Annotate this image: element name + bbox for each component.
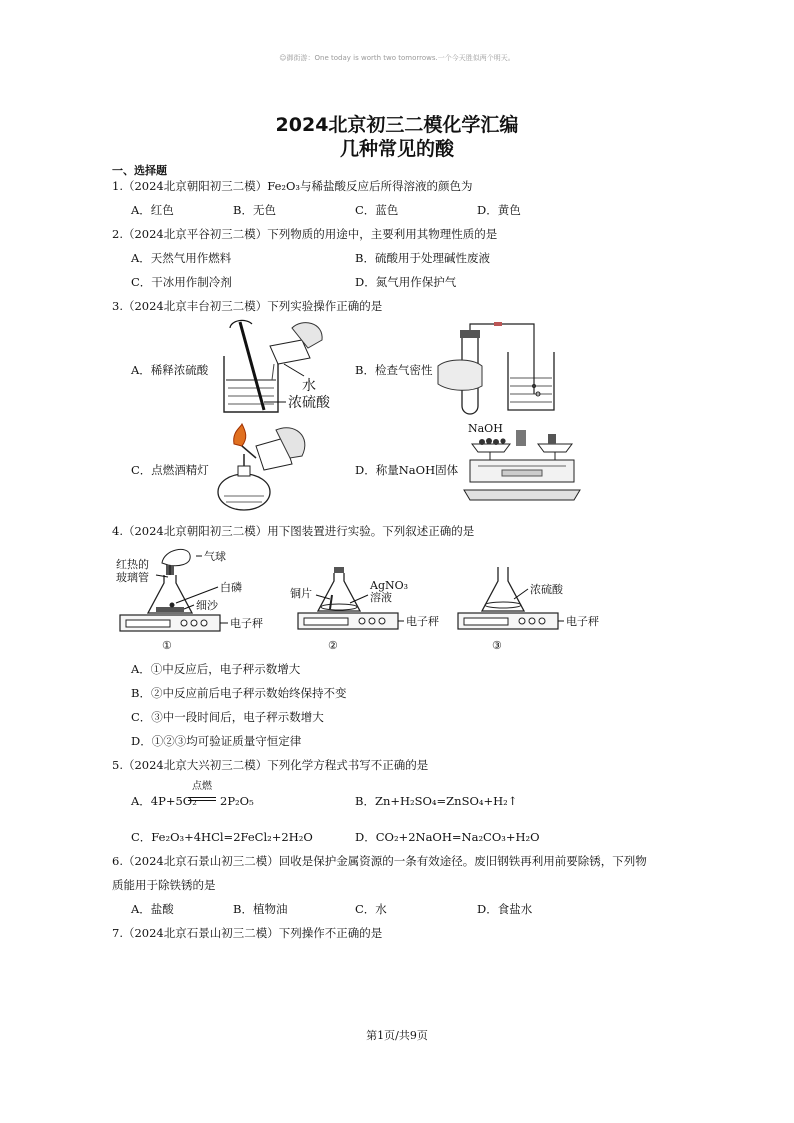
q7-stem: 7.（2024北京石景山初三二模）下列操作不正确的是: [112, 926, 383, 940]
scale-label: 电子秤: [230, 617, 263, 630]
left-pan: [472, 444, 510, 452]
rider-scale: [502, 470, 542, 476]
q2-option-c: C．干冰用作制冷剂: [131, 275, 232, 289]
page-title: 2024北京初三二模化学汇编: [275, 114, 519, 136]
scale-buttons: [181, 620, 207, 626]
copper-label: 铜片: [290, 587, 312, 600]
q6-stem-continued: 质能用于除铁锈的是: [112, 878, 216, 892]
phosphorus: [170, 603, 175, 608]
q4-option-d: D．①②③均可验证质量守恒定律: [131, 734, 302, 748]
q6-option-a: A．盐酸: [131, 902, 174, 916]
q6-option-b: B．植物油: [233, 902, 288, 916]
sand-label: 细沙: [196, 599, 218, 612]
flask: [482, 567, 524, 611]
pointer-post: [516, 430, 526, 446]
water-leader: [284, 364, 304, 376]
water-beaker: [508, 352, 554, 410]
q4-stem: 4.（2024北京朝阳初三二模）用下图装置进行实验。下列叙述正确的是: [112, 524, 475, 538]
q3-option-b: B．检查气密性: [355, 363, 433, 377]
scale-display: [304, 618, 348, 625]
right-pan: [538, 444, 572, 452]
q2-option-a: A．天然气用作燃料: [131, 251, 232, 265]
q2-option-b: B．硫酸用于处理碱性废液: [355, 251, 490, 265]
q2-stem: 2.（2024北京平谷初三二模）下列物质的用途中，主要利用其物理性质的是: [112, 227, 498, 241]
scale-display: [464, 618, 508, 625]
q5-product: 2P₂O₅: [220, 794, 254, 808]
q5-equation-bar: [188, 800, 216, 801]
q5-option-c: C．Fe₂O₃+4HCl=2FeCl₂+2H₂O: [131, 830, 313, 844]
q1-option-a: A．红色: [131, 203, 174, 217]
acid-leader: [514, 589, 528, 599]
experiment-1-number: ①: [162, 639, 172, 652]
q5-option-a: A．4P+5O₂: [131, 794, 197, 808]
q5-equation-bar: [188, 797, 216, 798]
alcohol-lamp-figure: [212, 424, 312, 516]
flame-icon: [234, 424, 246, 446]
water-label: 水: [302, 378, 316, 394]
water-lines: [510, 378, 552, 402]
q6-stem: 6.（2024北京石景山初三二模）回收是保护金属资源的一条有效途径。废旧钢铁再利用前要除锈，下列物: [112, 854, 647, 868]
pouring-stream: [272, 364, 274, 380]
q1-option-d: D．黄色: [477, 203, 521, 217]
balloon-label: 气球: [204, 550, 226, 563]
naoh-label: NaOH: [468, 422, 503, 435]
tube-joint: [494, 322, 502, 326]
scale-buttons: [359, 618, 385, 624]
stopper: [334, 567, 344, 573]
q3-option-d: D．称量NaOH固体: [355, 463, 459, 477]
experiment-2-number: ②: [328, 639, 338, 652]
wick-holder: [238, 466, 250, 476]
phosphorus-label: 白磷: [220, 581, 242, 594]
q1-option-c: C．蓝色: [355, 203, 399, 217]
scale-label: 电子秤: [566, 615, 599, 628]
q6-option-c: C．水: [355, 902, 387, 916]
glass-rod: [240, 322, 264, 410]
agno3-solution-label: 溶液: [370, 591, 392, 604]
hand: [438, 360, 482, 390]
conc-acid-label: 浓硫酸: [530, 583, 563, 596]
conc-acid-label: 浓硫酸: [288, 395, 330, 411]
q5-option-d: D．CO₂+2NaOH=Na₂CO₃+H₂O: [355, 830, 540, 844]
q4-option-a: A．①中反应后，电子秤示数增大: [131, 662, 301, 676]
q6-option-d: D．食盐水: [477, 902, 533, 916]
q1-option-b: B．无色: [233, 203, 276, 217]
q5-stem: 5.（2024北京大兴初三二模）下列化学方程式书写不正确的是: [112, 758, 429, 772]
section-heading: 一、选择题: [112, 164, 167, 177]
q3-stem: 3.（2024北京丰台初三二模）下列实验操作正确的是: [112, 299, 383, 313]
q3-option-a: A．稀释浓硫酸: [131, 363, 209, 377]
q2-option-d: D．氮气用作保护气: [355, 275, 457, 289]
dilute-acid-figure: [212, 318, 342, 418]
q4-option-c: C．③中一段时间后，电子秤示数增大: [131, 710, 324, 724]
scale-buttons: [519, 618, 545, 624]
balance-base: [464, 490, 580, 500]
experiment-2-figure: [288, 563, 468, 653]
sand-layer: [156, 607, 184, 612]
q4-option-b: B．②中反应前后电子秤示数始终保持不变: [131, 686, 347, 700]
q5-option-b: B．Zn+H₂SO₄=ZnSO₄+H₂↑: [355, 794, 518, 808]
header-watermark: ☺御街游：One today is worth two tomorrows.一个今天胜似两个明天。: [279, 54, 515, 62]
page-number: 第1页/共9页: [366, 1029, 428, 1042]
agno3-label: AgNO₃: [370, 579, 409, 592]
q1-stem: 1.（2024北京朝阳初三二模）Fe₂O₃与稀盐酸反应后所得溶液的颜色为: [112, 179, 473, 193]
airtightness-figure: [438, 322, 558, 414]
scale-label: 电子秤: [406, 615, 439, 628]
tube-label: 红热的: [116, 558, 149, 571]
lamp-body: [218, 474, 270, 510]
page-subtitle: 几种常见的酸: [339, 138, 454, 160]
balloon: [162, 549, 190, 565]
q5-reaction-condition: 点燃: [192, 781, 212, 792]
tube-label-2: 玻璃管: [116, 571, 149, 584]
weight: [548, 434, 556, 444]
q3-option-c: C．点燃酒精灯: [131, 463, 209, 477]
scale-display: [126, 620, 170, 627]
experiment-3-number: ③: [492, 639, 502, 652]
experiment-3-figure: [456, 563, 636, 653]
stopper: [460, 330, 480, 338]
weigh-naoh-figure: [462, 420, 580, 514]
experiment-1-figure: [112, 543, 292, 653]
